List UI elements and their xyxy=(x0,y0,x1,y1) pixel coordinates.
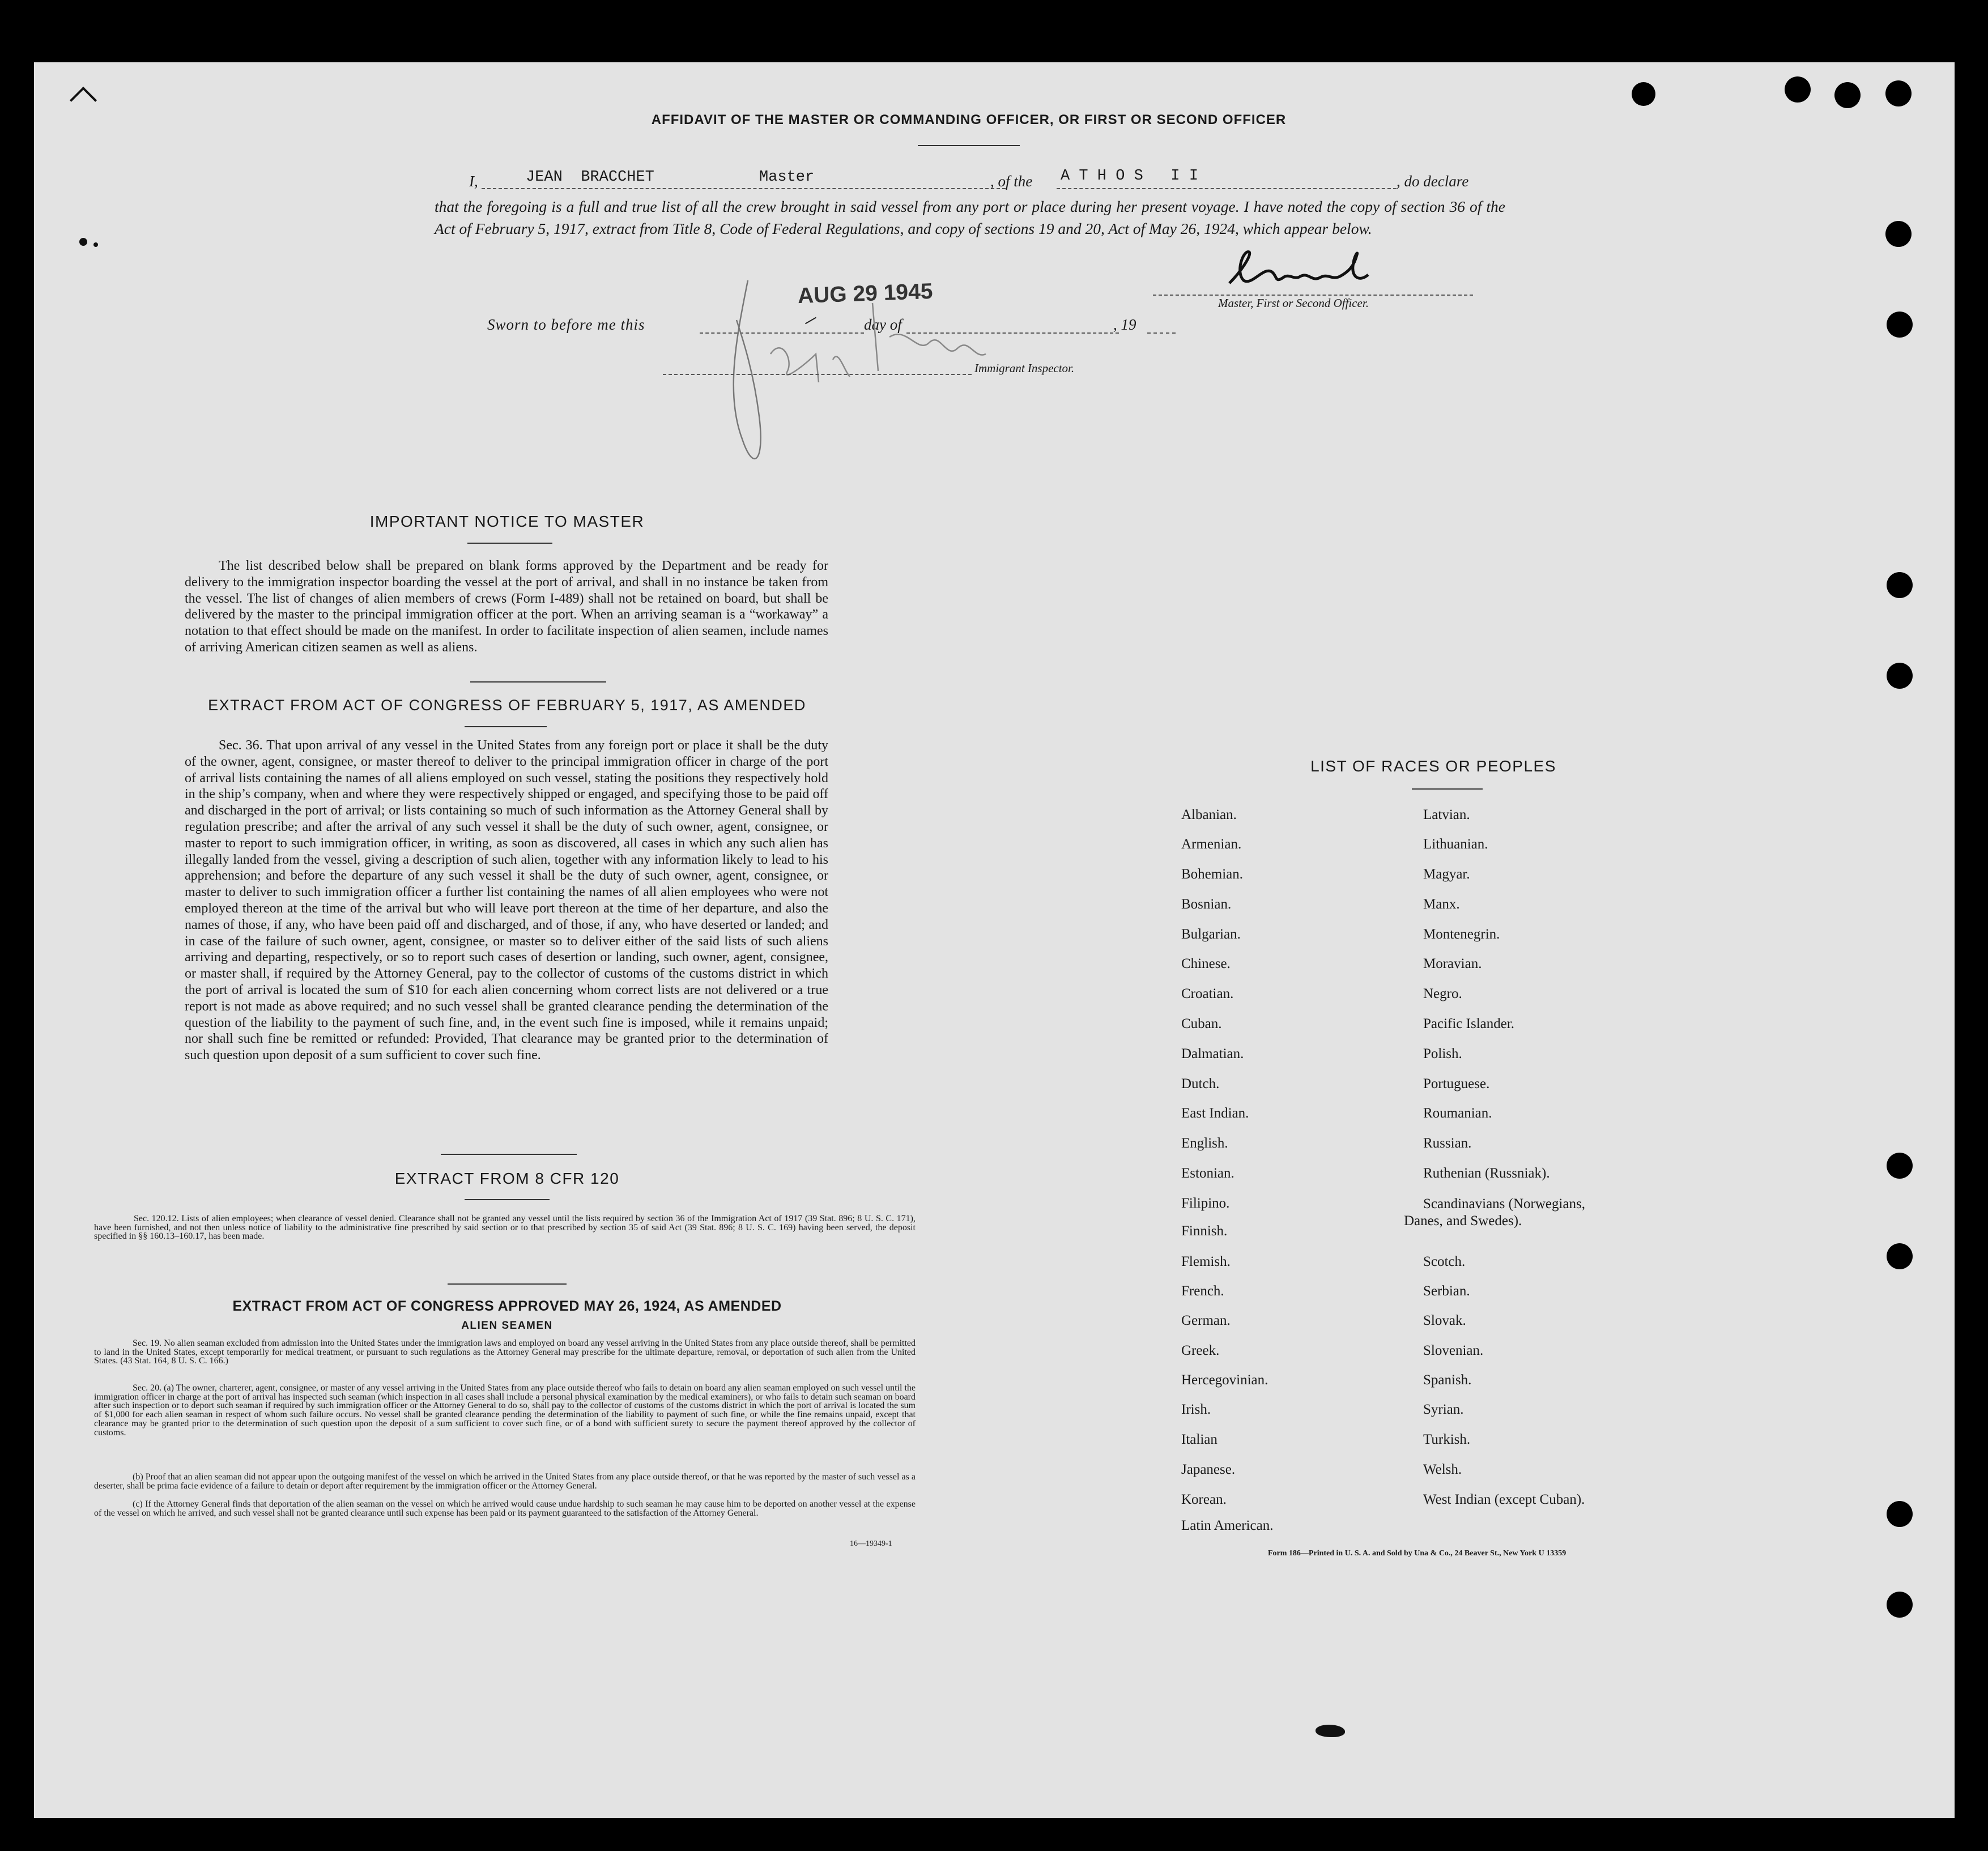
notice-text: The list described below shall be prepared on blank forms approved by the Department and be ready for delivery to the immigration inspector boarding the vessel at the port of arrival, and shall in no instance be taken from the vessel. The list of changes of alien members of crews (Form I-489) shall not be retained on board, but shall be delivered by the master to the principal immigration officer at the port. When an arriving seaman is a “workaway” a notation to that effect should be made on the manifest. In order to facilitate inspection of alien seamen, include names of arriving American citizen seamen as well as aliens. xyxy=(185,558,828,655)
binder-hole xyxy=(1632,82,1655,106)
race-item: Scandinavians (Norwegians, xyxy=(1423,1196,1586,1212)
race-item: Latvian. xyxy=(1423,807,1470,822)
master-signature-caption: Master, First or Second Officer. xyxy=(1218,296,1369,310)
inspector-caption: Immigrant Inspector. xyxy=(974,361,1075,375)
printer-footer: Form 186—Printed in U. S. A. and Sold by Una & Co., 24 Beaver St., New York U 13359 xyxy=(1268,1549,1566,1558)
race-item: Armenian. xyxy=(1181,837,1242,852)
divider xyxy=(465,1199,550,1200)
divider xyxy=(1412,788,1483,790)
race-item: Bohemian. xyxy=(1181,867,1244,882)
race-item: Turkish. xyxy=(1423,1432,1471,1447)
divider xyxy=(465,726,547,727)
race-item: Italian xyxy=(1181,1432,1218,1447)
race-item: Magyar. xyxy=(1423,867,1470,882)
margin-mark xyxy=(79,238,87,246)
race-item: Slovak. xyxy=(1423,1313,1466,1328)
divider xyxy=(448,1283,567,1285)
date-stamp: AUG 29 1945 xyxy=(797,279,934,309)
race-item: Syrian. xyxy=(1423,1402,1464,1417)
day-of-label: day of xyxy=(864,316,902,333)
race-item: Flemish. xyxy=(1181,1254,1231,1269)
race-item: Ruthenian (Russniak). xyxy=(1423,1166,1550,1181)
race-item: Manx. xyxy=(1423,897,1460,912)
race-item: French. xyxy=(1181,1283,1224,1299)
race-item: Portuguese. xyxy=(1423,1076,1490,1091)
binder-hole xyxy=(1785,76,1811,103)
form-code: 16—19349-1 xyxy=(850,1539,892,1548)
divider xyxy=(467,543,552,544)
binder-hole xyxy=(1887,572,1913,598)
race-item: Hercegovinian. xyxy=(1181,1372,1268,1388)
extract-1917-text: Sec. 36. That upon arrival of any vessel in the United States from any foreign port or place it shall be the duty of the owner, agent, consignee, or master thereof to deliver to the principal immigration officer in charge of the port of arrival lists containing the names of all aliens employed on such vessel, stating the positions they respectively hold in the ship’s company, when and where they were respectively shipped or engaged, and specifying those to be paid off and discharged in the port of arrival; or lists containing so much of such information as the Attorney General shall by regulation prescribe; and after the arrival of any such vessel it shall be the duty of such owner, agent, consignee, or master to report to such immigration officer, in writing, as soon as discovered, all cases in which any such alien has illegally landed from the vessel, giving a description of such alien, together with any information likely to lead to his apprehension; and before the departure of any such vessel it shall be the duty of such owner, agent, consignee, or master to deliver to such immigration officer a further list containing the names of all alien employees who were not employed thereon at the time of the arrival but who will leave port thereon at the time of her departure, and also the names of those, if any, who have been paid off and discharged, and of those, if any, who have deserted or landed; and in case of the failure of such owner, agent, consignee, or master so to deliver either of the said lists of such aliens arriving and departing, respectively, or so to report such cases of desertion or landing, such owner, agent, consignee, or master shall, if required by the Attorney General, pay to the collector of customs of the customs district in which the port of arrival is located the sum of $10 for each alien concerning whom correct lists are not delivered or a true report is not made as above required; and no such vessel shall be granted clearance pending the determination of the question of the liability to the payment of such fine, and, in the event such fine is imposed, while it remains unpaid; nor shall such fine be remitted or refunded: Provided, That clearance may be granted prior to the determination of such question upon deposit of a sum sufficient to cover such fine. xyxy=(185,738,828,1063)
inspector-line xyxy=(663,362,972,375)
affidavit-i: I, xyxy=(469,173,478,190)
race-item: Welsh. xyxy=(1423,1462,1462,1477)
race-item: West Indian (except Cuban). xyxy=(1423,1492,1585,1507)
affidavit-title: AFFIDAVIT OF THE MASTER OR COMMANDING OFFICER, OR FIRST OR SECOND OFFICER xyxy=(651,112,1287,127)
sec-19-text: Sec. 19. No alien seaman excluded from admission into the United States under the immigration laws and employed on board any vessel arriving in the United States from any place outside thereof, shall be permitted to land in the United States, except temporarily for medical treatment, or pursuant to such regulations as the Attorney General may prescribe for the ultimate departure, removal, or deportation of such alien from the United States. (43 Stat. 164, 8 U. S. C. 166.) xyxy=(94,1338,916,1366)
margin-mark xyxy=(93,242,98,247)
of-the-label: , of the xyxy=(990,173,1033,190)
vessel-name: A T H O S I I xyxy=(1061,168,1199,185)
sec-20b-text: (b) Proof that an alien seaman did not appear upon the outgoing manifest of the vessel on which he arrived in the United States from any place outside thereof, or that he was reported by the master of such vessel as a deserter, shall be prima facie evidence of a failure to detain or deport after requirement by the immigration officer or the Attorney General. xyxy=(94,1472,916,1491)
master-name: JEAN BRACCHET xyxy=(526,169,654,186)
year-label: , 19 xyxy=(1113,316,1136,333)
race-item: Greek. xyxy=(1181,1343,1220,1358)
race-item: Croatian. xyxy=(1181,986,1234,1001)
notice-title: IMPORTANT NOTICE TO MASTER xyxy=(369,513,645,530)
race-item: Slovenian. xyxy=(1423,1343,1484,1358)
race-item: Montenegrin. xyxy=(1423,927,1500,942)
race-item: Lithuanian. xyxy=(1423,837,1488,852)
race-item: Korean. xyxy=(1181,1492,1227,1507)
race-item: Danes, and Swedes). xyxy=(1404,1213,1522,1229)
race-item: German. xyxy=(1181,1313,1231,1328)
race-item: English. xyxy=(1181,1136,1228,1151)
race-item: Irish. xyxy=(1181,1402,1211,1417)
do-declare-label: , do declare xyxy=(1397,173,1469,190)
races-title: LIST OF RACES OR PEOPLES xyxy=(1310,757,1556,775)
extract-1924-title: EXTRACT FROM ACT OF CONGRESS APPROVED MAY 26, 1924, AS AMENDED xyxy=(232,1298,782,1314)
sec-20c-text: (c) If the Attorney General finds that deportation of the alien seaman on the vessel on which he arrived would cause undue hardship to such seaman he may cause him to be deported on another vessel at the expense of the vessel on which he arrived, and such vessel shall not be granted clearance until such expense has been paid or its payment guaranteed to the satisfaction of the Attorney General. xyxy=(94,1499,916,1518)
sworn-label: Sworn to before me this xyxy=(487,316,645,333)
affidavit-body: that the foregoing is a full and true list of all the crew brought in said vessel from any port or place during her present voyage. I have noted the copy of section 36 of the Act of February 5, 1917, extract from Title 8, Code of Federal Regulations, and copy of sections 19 and 20, Act of May 26, 1924, which appear below. xyxy=(435,198,1505,237)
race-item: Roumanian. xyxy=(1423,1106,1492,1121)
race-item: Spanish. xyxy=(1423,1372,1472,1388)
race-item: Dalmatian. xyxy=(1181,1046,1244,1061)
divider xyxy=(918,145,1020,146)
master-signature-line xyxy=(1153,283,1473,296)
extract-cfr-text: Sec. 120.12. Lists of alien employees; when clearance of vessel denied. Clearance shall not be granted any vessel until the lists required by section 36 of the Immigration Act of 1917 (39 Stat. 896; 8 U. S. C. 171), have been furnished, and not then unless notice of liability to the administrative fine prescribed by said section or to that prescribed by section 35 of said Act (39 Stat. 896; 8 U. S. C. 169) having been served, the deposit specified in §§ 160.13–160.17, has been made. xyxy=(94,1214,916,1242)
binder-hole xyxy=(1885,221,1912,247)
binder-hole xyxy=(1887,1243,1913,1269)
race-item: Chinese. xyxy=(1181,956,1231,971)
extract-1917-title: EXTRACT FROM ACT OF CONGRESS OF FEBRUARY 5, 1917, AS AMENDED xyxy=(208,697,806,714)
master-rank: Master xyxy=(759,169,815,186)
race-item: Japanese. xyxy=(1181,1462,1236,1477)
race-item: Finnish. xyxy=(1181,1223,1228,1239)
divider xyxy=(441,1154,577,1155)
race-item: Russian. xyxy=(1423,1136,1472,1151)
race-item: Moravian. xyxy=(1423,956,1482,971)
race-item: Polish. xyxy=(1423,1046,1462,1061)
sworn-year-line xyxy=(1147,314,1176,334)
race-item: Negro. xyxy=(1423,986,1462,1001)
race-item: Bosnian. xyxy=(1181,897,1232,912)
extract-1924-subtitle: ALIEN SEAMEN xyxy=(461,1320,553,1332)
binder-hole xyxy=(1834,82,1861,108)
binder-hole xyxy=(1887,312,1913,338)
race-item: Dutch. xyxy=(1181,1076,1220,1091)
ink-blot xyxy=(1316,1725,1345,1737)
sec-20a-text: Sec. 20. (a) The owner, charterer, agent, consignee, or master of any vessel arriving in the United States from any place outside thereof who fails to detain on board any alien seaman employed on such vessel until the immigration officer in charge at the port of arrival has inspected such seaman (which inspection in all cases shall include a personal physical examination by the medical examiners), or who fails to detain such seaman on board after such inspection or to deport such seaman if required by such immigration officer or the Attorney General to do so, shall pay to the collector of customs of the customs district in which the port of arrival is located the sum of $1,000 for each alien seaman in respect of whom such failure occurs. No vessel shall be granted clearance pending the determination of the liability to payment of such fine, or while the fine remains unpaid, except that clearance may be granted prior to the determination of such question upon the deposit of a sum sufficient to cover such fine, or of a bond with sufficient surety to secure the payment thereof approved by the collector of customs. xyxy=(94,1383,916,1438)
binder-hole xyxy=(1887,1501,1913,1527)
inspector-signature xyxy=(703,269,997,496)
race-item: Latin American. xyxy=(1181,1518,1274,1533)
race-item: Serbian. xyxy=(1423,1283,1470,1299)
divider xyxy=(470,681,606,683)
extract-cfr-title: EXTRACT FROM 8 CFR 120 xyxy=(394,1170,620,1187)
race-item: East Indian. xyxy=(1181,1106,1249,1121)
race-item: Bulgarian. xyxy=(1181,927,1241,942)
binder-hole xyxy=(1885,80,1912,106)
race-item: Scotch. xyxy=(1423,1254,1466,1269)
binder-hole xyxy=(1887,663,1913,689)
binder-hole xyxy=(1887,1592,1913,1618)
race-item: Filipino. xyxy=(1181,1196,1230,1211)
race-item: Cuban. xyxy=(1181,1016,1222,1031)
race-item: Estonian. xyxy=(1181,1166,1234,1181)
race-item: Pacific Islander. xyxy=(1423,1016,1515,1031)
race-item: Albanian. xyxy=(1181,807,1237,822)
binder-hole xyxy=(1887,1153,1913,1179)
